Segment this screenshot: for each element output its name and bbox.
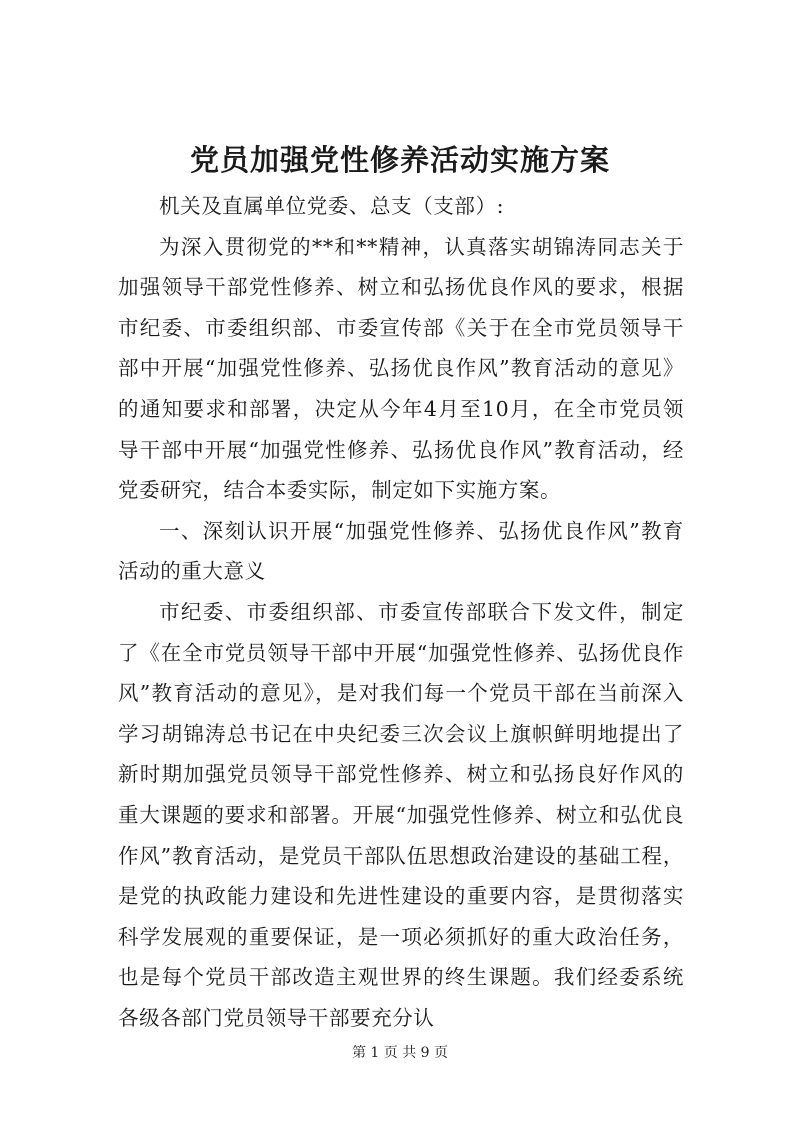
section-body-paragraph: 市纪委、市委组织部、市委宣传部联合下发文件，制定了《在全市党员领导干部中开展“加强党性修养、弘扬优良作风”教育活动的意见》，是对我们每一个党员干部在当前深入学习胡锦涛总书记在中央纪委三次会议上旗帜鲜明地提出了新时期加强党员领导干部党性修养、树立和弘扬良好作风的重大课题的要求和部署。开展“加强党性修养、树立和弘优良作风”教育活动，是党员干部队伍思想政治建设的基础工程，是党的执政能力建设和先进性建设的重要内容，是贯彻落实科学发展观的重要保证，是一项必须抓好的重大政治任务，也是每个党员干部改造主观世界的终生课题。我们经委系统各级各部门党员领导干部要充分认 xyxy=(118,599,684,1030)
intro-paragraph: 为深入贯彻党的**和**精神，认真落实胡锦涛同志关于加强领导干部党性修养、树立和弘扬优良作风的要求，根据市纪委、市委组织部、市委宣传部《关于在全市党员领导干部中开展“加强党性修养、弘扬优良作风”教育活动的意见》的通知要求和部署，决定从今年4月至10月，在全市党员领导干部中开展“加强党性修养、弘扬优良作风”教育活动，经党委研究，结合本委实际，制定如下实施方案。 xyxy=(118,234,684,503)
document-body xyxy=(118,186,684,1038)
salutation-paragraph: 机关及直属单位党委、总支（支部）: xyxy=(159,194,505,218)
page-footer: 第 1 页 共 9 页 xyxy=(351,1045,449,1061)
section-heading: 一、深刻认识开展“加强党性修养、弘扬优良作风”教育活动的重大意义 xyxy=(118,518,684,584)
document-title: 党员加强党性修养活动实施方案 xyxy=(189,143,610,177)
